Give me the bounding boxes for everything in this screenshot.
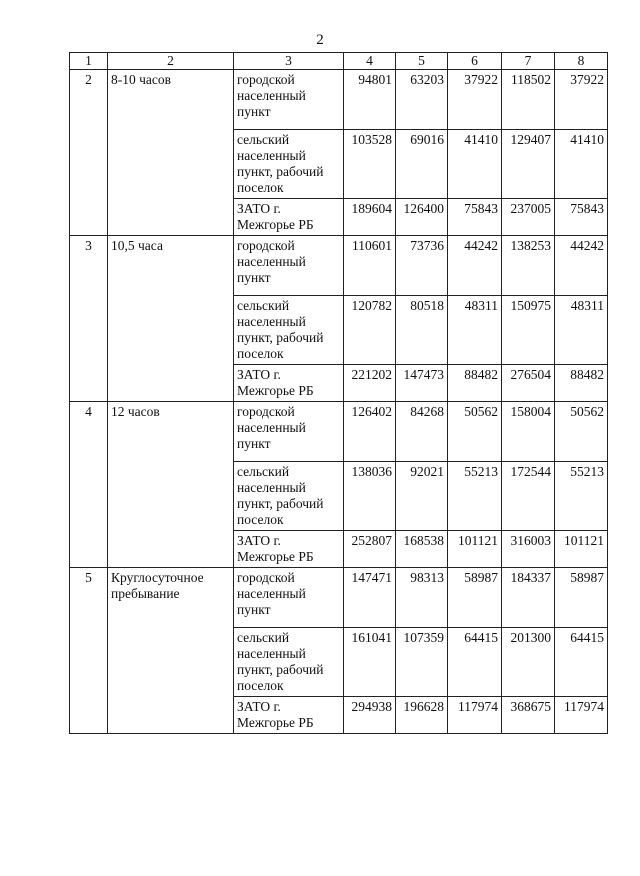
value-cell: 80518 xyxy=(396,296,448,365)
value-cell: 147471 xyxy=(344,568,396,628)
row-number-cell: 2 xyxy=(70,70,108,236)
page-number: 2 xyxy=(316,32,324,48)
value-cell: 94801 xyxy=(344,70,396,130)
value-cell: 189604 xyxy=(344,199,396,236)
tariff-table xyxy=(69,52,608,734)
value-cell: 196628 xyxy=(396,697,448,734)
duration-cell: Круглосуточное пребывание xyxy=(108,568,234,734)
value-cell: 55213 xyxy=(555,462,608,531)
settlement-cell: сельский населенный пункт, рабочий поселок xyxy=(234,628,344,697)
value-cell: 44242 xyxy=(448,236,502,296)
settlement-cell: ЗАТО г. Межгорье РБ xyxy=(234,697,344,734)
value-cell: 138036 xyxy=(344,462,396,531)
value-cell: 48311 xyxy=(555,296,608,365)
settlement-cell: городской населенный пункт xyxy=(234,568,344,628)
value-cell: 150975 xyxy=(502,296,555,365)
value-cell: 101121 xyxy=(448,531,502,568)
settlement-cell: городской населенный пункт xyxy=(234,402,344,462)
header-cell: 8 xyxy=(555,53,608,70)
value-cell: 126400 xyxy=(396,199,448,236)
value-cell: 92021 xyxy=(396,462,448,531)
table-body xyxy=(70,53,608,734)
value-cell: 221202 xyxy=(344,365,396,402)
value-cell: 69016 xyxy=(396,130,448,199)
value-cell: 88482 xyxy=(448,365,502,402)
value-cell: 184337 xyxy=(502,568,555,628)
duration-cell: 10,5 часа xyxy=(108,236,234,402)
settlement-cell: городской населенный пункт xyxy=(234,236,344,296)
value-cell: 37922 xyxy=(555,70,608,130)
value-cell: 110601 xyxy=(344,236,396,296)
settlement-cell: ЗАТО г. Межгорье РБ xyxy=(234,365,344,402)
table-row xyxy=(70,236,608,296)
value-cell: 138253 xyxy=(502,236,555,296)
value-cell: 58987 xyxy=(448,568,502,628)
value-cell: 252807 xyxy=(344,531,396,568)
value-cell: 103528 xyxy=(344,130,396,199)
settlement-cell: сельский населенный пункт, рабочий поселок xyxy=(234,296,344,365)
value-cell: 55213 xyxy=(448,462,502,531)
settlement-cell: ЗАТО г. Межгорье РБ xyxy=(234,199,344,236)
value-cell: 88482 xyxy=(555,365,608,402)
value-cell: 117974 xyxy=(555,697,608,734)
header-cell: 6 xyxy=(448,53,502,70)
value-cell: 58987 xyxy=(555,568,608,628)
value-cell: 118502 xyxy=(502,70,555,130)
value-cell: 368675 xyxy=(502,697,555,734)
value-cell: 41410 xyxy=(555,130,608,199)
value-cell: 101121 xyxy=(555,531,608,568)
value-cell: 50562 xyxy=(448,402,502,462)
value-cell: 120782 xyxy=(344,296,396,365)
value-cell: 73736 xyxy=(396,236,448,296)
value-cell: 316003 xyxy=(502,531,555,568)
value-cell: 158004 xyxy=(502,402,555,462)
value-cell: 237005 xyxy=(502,199,555,236)
header-row xyxy=(70,53,608,70)
value-cell: 107359 xyxy=(396,628,448,697)
value-cell: 84268 xyxy=(396,402,448,462)
value-cell: 168538 xyxy=(396,531,448,568)
value-cell: 126402 xyxy=(344,402,396,462)
table-row xyxy=(70,402,608,462)
value-cell: 201300 xyxy=(502,628,555,697)
value-cell: 63203 xyxy=(396,70,448,130)
value-cell: 276504 xyxy=(502,365,555,402)
value-cell: 37922 xyxy=(448,70,502,130)
header-cell: 4 xyxy=(344,53,396,70)
value-cell: 41410 xyxy=(448,130,502,199)
settlement-cell: сельский населенный пункт, рабочий поселок xyxy=(234,462,344,531)
settlement-cell: городской населенный пункт xyxy=(234,70,344,130)
row-number-cell: 4 xyxy=(70,402,108,568)
value-cell: 64415 xyxy=(448,628,502,697)
value-cell: 294938 xyxy=(344,697,396,734)
value-cell: 98313 xyxy=(396,568,448,628)
value-cell: 75843 xyxy=(448,199,502,236)
value-cell: 48311 xyxy=(448,296,502,365)
settlement-cell: сельский населенный пункт, рабочий поселок xyxy=(234,130,344,199)
header-cell: 1 xyxy=(70,53,108,70)
value-cell: 161041 xyxy=(344,628,396,697)
settlement-cell: ЗАТО г. Межгорье РБ xyxy=(234,531,344,568)
value-cell: 147473 xyxy=(396,365,448,402)
value-cell: 117974 xyxy=(448,697,502,734)
header-cell: 7 xyxy=(502,53,555,70)
value-cell: 44242 xyxy=(555,236,608,296)
row-number-cell: 3 xyxy=(70,236,108,402)
header-cell: 2 xyxy=(108,53,234,70)
value-cell: 50562 xyxy=(555,402,608,462)
value-cell: 75843 xyxy=(555,199,608,236)
table-row xyxy=(70,70,608,130)
value-cell: 129407 xyxy=(502,130,555,199)
table-row xyxy=(70,568,608,628)
duration-cell: 8-10 часов xyxy=(108,70,234,236)
value-cell: 172544 xyxy=(502,462,555,531)
header-cell: 5 xyxy=(396,53,448,70)
value-cell: 64415 xyxy=(555,628,608,697)
duration-cell: 12 часов xyxy=(108,402,234,568)
row-number-cell: 5 xyxy=(70,568,108,734)
header-cell: 3 xyxy=(234,53,344,70)
